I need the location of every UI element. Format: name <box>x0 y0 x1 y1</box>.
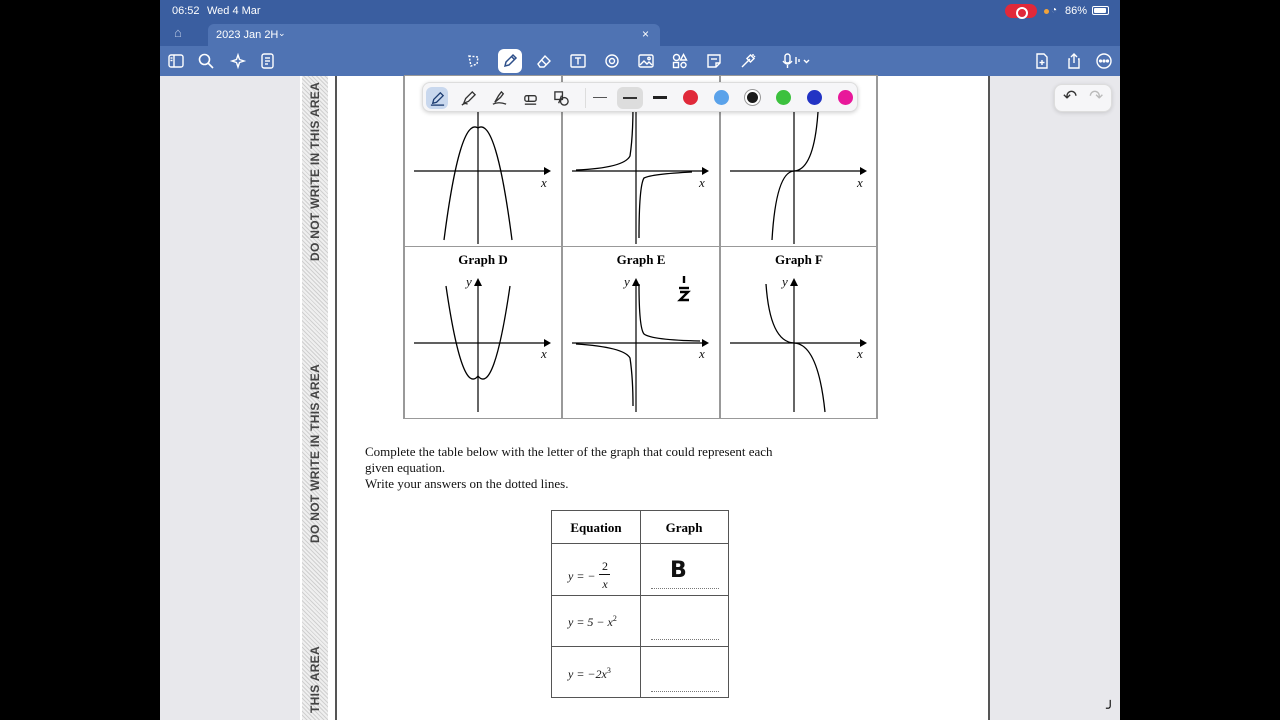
more-icon[interactable] <box>1092 49 1116 73</box>
x-axis-label: x <box>541 175 547 190</box>
stroke-thick[interactable] <box>653 96 667 99</box>
equation-row-2 <box>568 614 617 630</box>
fountain-pen-icon[interactable] <box>426 87 448 109</box>
margin-border <box>335 76 337 720</box>
chevron-down-icon[interactable]: ⌄ <box>278 28 286 38</box>
page-corner-mark: ╯ <box>1106 700 1115 716</box>
image-icon[interactable] <box>634 49 658 73</box>
pen-toolbar <box>422 82 858 112</box>
table-column-divider <box>640 511 641 697</box>
table-header-equation: Equation <box>570 520 622 535</box>
ai-sparkle-icon[interactable] <box>226 49 250 73</box>
x-axis-label: x <box>699 175 705 190</box>
equation-row-3 <box>568 666 611 682</box>
graph-d-plot <box>404 266 562 436</box>
table-row-divider <box>552 646 728 647</box>
table-header-graph: Graph <box>665 520 703 535</box>
x-axis-label: x <box>541 346 547 361</box>
text-box-icon[interactable] <box>566 49 590 73</box>
document-tab-label: 2023 Jan 2H <box>216 29 279 41</box>
shape-pen-icon[interactable] <box>550 87 572 109</box>
question-line-3: Write your answers on the dotted lines. <box>365 476 569 491</box>
highlighter-icon[interactable] <box>519 87 541 109</box>
undo-icon[interactable]: ↶ <box>1063 87 1078 106</box>
screen-recording-icon[interactable] <box>1005 4 1037 18</box>
stroke-thin[interactable] <box>593 97 607 98</box>
app-window <box>160 0 1120 720</box>
close-tab-icon[interactable]: × <box>642 27 650 41</box>
graph-f-plot <box>720 266 878 436</box>
add-page-icon[interactable] <box>1030 49 1054 73</box>
fraction-bar <box>599 574 610 575</box>
margin-warning-text: DO NOT WRITE IN THIS AREA <box>308 81 322 261</box>
date: Wed 4 Mar <box>207 5 261 17</box>
document-list-icon[interactable] <box>256 49 280 73</box>
stroke-medium-selected[interactable] <box>617 87 643 109</box>
redo-icon[interactable]: ↷ <box>1089 87 1104 106</box>
color-red[interactable] <box>683 90 698 105</box>
microphone-icon[interactable] <box>778 49 814 73</box>
share-icon[interactable] <box>1062 49 1086 73</box>
answer-line-row-1[interactable] <box>651 588 719 589</box>
home-icon[interactable]: ⌂ <box>174 25 182 40</box>
battery-icon <box>1092 6 1109 15</box>
question-line-1: Complete the table below with the letter of the graph that could represent each <box>365 444 773 459</box>
clock: 06:52 <box>172 5 200 17</box>
ballpoint-pen-icon[interactable] <box>457 87 479 109</box>
graph-e-title: Graph E <box>616 252 666 267</box>
x-axis-label: x <box>699 346 705 361</box>
color-light-blue[interactable] <box>714 90 729 105</box>
handwritten-answer[interactable]: B <box>670 558 687 583</box>
answer-line-row-2[interactable] <box>651 639 719 640</box>
y-axis-label: y <box>782 274 788 289</box>
equation-row-1 <box>568 569 596 584</box>
battery-level: 86% <box>1065 5 1088 17</box>
fraction-numerator: 2 <box>602 559 608 573</box>
laser-pointer-icon[interactable] <box>736 49 760 73</box>
elements-icon[interactable] <box>668 49 692 73</box>
graph-f-title: Graph F <box>774 252 824 267</box>
equation-text: y = −2x <box>568 667 607 681</box>
equation-exponent: 3 <box>606 666 611 675</box>
fraction-denominator: x <box>602 577 608 591</box>
x-axis-label: x <box>857 175 863 190</box>
color-blue[interactable] <box>807 90 822 105</box>
eraser-icon[interactable] <box>532 49 556 73</box>
graph-grid <box>403 76 877 419</box>
document-tab[interactable] <box>208 24 660 46</box>
brush-pen-icon[interactable] <box>488 87 510 109</box>
undo-redo-controls <box>1054 84 1112 112</box>
color-pink[interactable] <box>838 90 853 105</box>
search-icon[interactable] <box>194 49 218 73</box>
equation-text: y = 5 − x <box>568 615 613 629</box>
y-axis-label: y <box>624 274 630 289</box>
answer-line-row-3[interactable] <box>651 691 719 692</box>
shapes-icon[interactable] <box>600 49 624 73</box>
wifi-icon: ◔ <box>1051 5 1058 16</box>
pen-icon[interactable] <box>498 49 522 73</box>
tab-bar <box>160 22 1120 46</box>
lasso-icon[interactable] <box>462 49 486 73</box>
table-row-divider <box>552 543 728 544</box>
sticky-note-icon[interactable] <box>702 49 726 73</box>
equation-exponent: 2 <box>612 614 617 623</box>
margin-warning-text: DO NOT WRITE IN THIS AREA <box>308 363 322 543</box>
x-axis-label: x <box>857 346 863 361</box>
color-black-selected[interactable] <box>745 90 760 105</box>
y-axis-label: y <box>466 274 472 289</box>
equation-prefix: y = − <box>568 569 596 583</box>
question-line-2: given equation. <box>365 460 446 475</box>
color-green[interactable] <box>776 90 791 105</box>
main-toolbar <box>160 46 1120 76</box>
status-bar <box>160 0 1120 22</box>
table-row-divider <box>552 595 728 596</box>
sidebar-icon[interactable] <box>164 49 188 73</box>
graph-d-title: Graph D <box>458 252 508 267</box>
toolbar-divider <box>585 88 586 108</box>
answer-table <box>551 510 729 698</box>
graph-e-plot <box>562 266 720 436</box>
microphone-indicator-icon <box>1044 9 1049 14</box>
margin-warning-text: THIS AREA <box>308 646 322 714</box>
